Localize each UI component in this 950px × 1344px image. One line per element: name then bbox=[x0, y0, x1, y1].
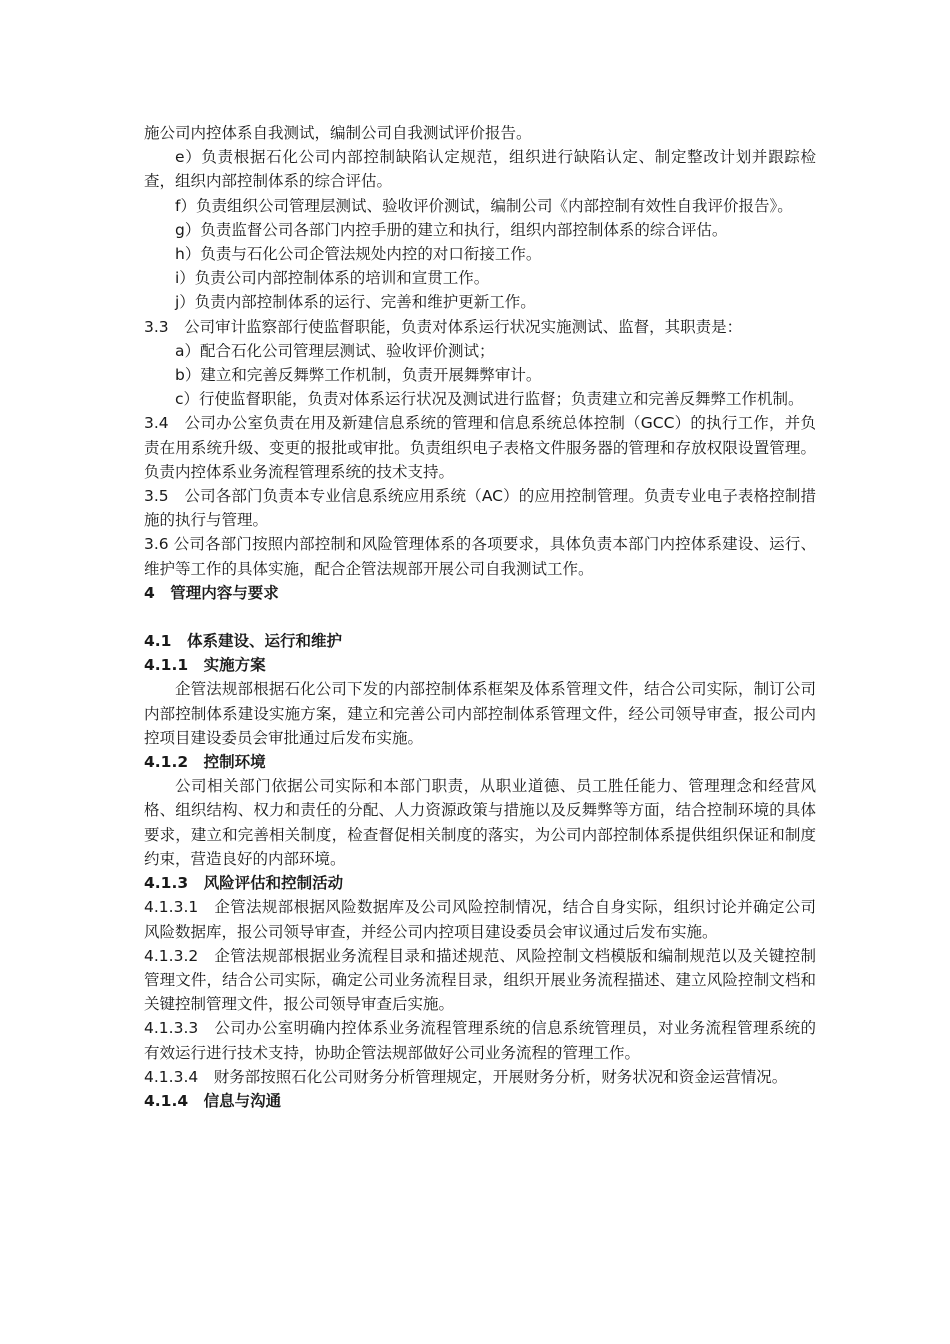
section-heading: 4.1 体系建设、运行和维护 bbox=[144, 632, 342, 651]
document-body bbox=[144, 121, 816, 1113]
body-paragraph: 4.1.3.3 公司办公室明确内控体系业务流程管理系统的信息系统管理员，对业务流程管理系统的有效运行进行技术支持，协助企管法规部做好公司业务流程的管理工作。 bbox=[144, 1019, 816, 1062]
body-paragraph: b）建立和完善反舞弊工作机制，负责开展舞弊审计。 bbox=[175, 366, 542, 385]
blank-line bbox=[144, 605, 816, 629]
body-paragraph: i）负责公司内部控制体系的培训和宣贯工作。 bbox=[175, 269, 490, 288]
body-paragraph: a）配合石化公司管理层测试、验收评价测试； bbox=[175, 341, 495, 360]
body-paragraph: g）负责监督公司各部门内控手册的建立和执行，组织内部控制体系的综合评估。 bbox=[175, 220, 728, 239]
body-paragraph: 4.1.3.4 财务部按照石化公司财务分析管理规定，开展财务分析，财务状况和资金运营情况。 bbox=[144, 1067, 788, 1086]
body-paragraph: 施公司内控体系自我测试，编制公司自我测试评价报告。 bbox=[144, 124, 532, 142]
body-paragraph: c）行使监督职能，负责对体系运行状况及测试进行监督；负责建立和完善反舞弊工作机制。 bbox=[175, 390, 804, 409]
body-paragraph: 3.5 公司各部门负责本专业信息系统应用系统（AC）的应用控制管理。负责专业电子表格控制措施的执行与管理。 bbox=[144, 487, 816, 530]
section-heading: 4.1.1 实施方案 bbox=[144, 656, 266, 675]
body-paragraph: 3.3 公司审计监察部行使监督职能，负责对体系运行状况实施测试、监督，其职责是： bbox=[144, 317, 743, 336]
body-paragraph: 4.1.3.1 企管法规部根据风险数据库及公司风险控制情况，结合自身实际，组织讨论并确定公司风险数据库，报公司领导审查，并经公司内控项目建设委员会审议通过后发布实施。 bbox=[144, 898, 816, 941]
body-paragraph: 公司相关部门依据公司实际和本部门职责，从职业道德、员工胜任能力、管理理念和经营风格、组织结构、权力和责任的分配、人力资源政策与措施以及反舞弊等方面，结合控制环境的具体要求，建立和完善相关制度，检查督促相关制度的落实，为公司内部控制体系提供组织保证和制度约束，营造良好的内部环境。 bbox=[144, 777, 816, 868]
section-heading: 4.1.2 控制环境 bbox=[144, 753, 266, 772]
body-paragraph: f）负责组织公司管理层测试、验收评价测试，编制公司《内部控制有效性自我评价报告》。 bbox=[175, 196, 793, 215]
body-paragraph: 4.1.3.2 企管法规部根据业务流程目录和描述规范、风险控制文档模版和编制规范以及关键控制管理文件，结合公司实际，确定公司业务流程目录，组织开展业务流程描述、建立风险控制文档和关键控制管理文件，报公司领导审查后实施。 bbox=[144, 946, 816, 1014]
body-paragraph: h）负责与石化公司企管法规处内控的对口衔接工作。 bbox=[175, 245, 542, 264]
body-paragraph: e）负责根据石化公司内部控制缺陷认定规范，组织进行缺陷认定、制定整改计划并跟踪检查，组织内部控制体系的综合评估。 bbox=[144, 148, 816, 191]
body-paragraph: j）负责内部控制体系的运行、完善和维护更新工作。 bbox=[175, 293, 536, 312]
section-heading: 4.1.3 风险评估和控制活动 bbox=[144, 874, 344, 893]
body-paragraph: 3.6 公司各部门按照内部控制和风险管理体系的各项要求，具体负责本部门内控体系建设、运行、维护等工作的具体实施，配合企管法规部开展公司自我测试工作。 bbox=[144, 535, 816, 578]
body-paragraph: 企管法规部根据石化公司下发的内部控制体系框架及体系管理文件，结合公司实际，制订公司内部控制体系建设实施方案，建立和完善公司内部控制体系管理文件，经公司领导审查，报公司内控项目建设委员会审批通过后发布实施。 bbox=[144, 680, 816, 747]
body-paragraph: 3.4 公司办公室负责在用及新建信息系统的管理和信息系统总体控制（GCC）的执行工作，并负责在用系统升级、变更的报批或审批。负责组织电子表格文件服务器的管理和存放权限设置管理。负责内控体系业务流程管理系统的技术支持。 bbox=[144, 414, 816, 481]
section-heading: 4 管理内容与要求 bbox=[144, 583, 279, 602]
section-heading: 4.1.4 信息与沟通 bbox=[144, 1091, 282, 1110]
